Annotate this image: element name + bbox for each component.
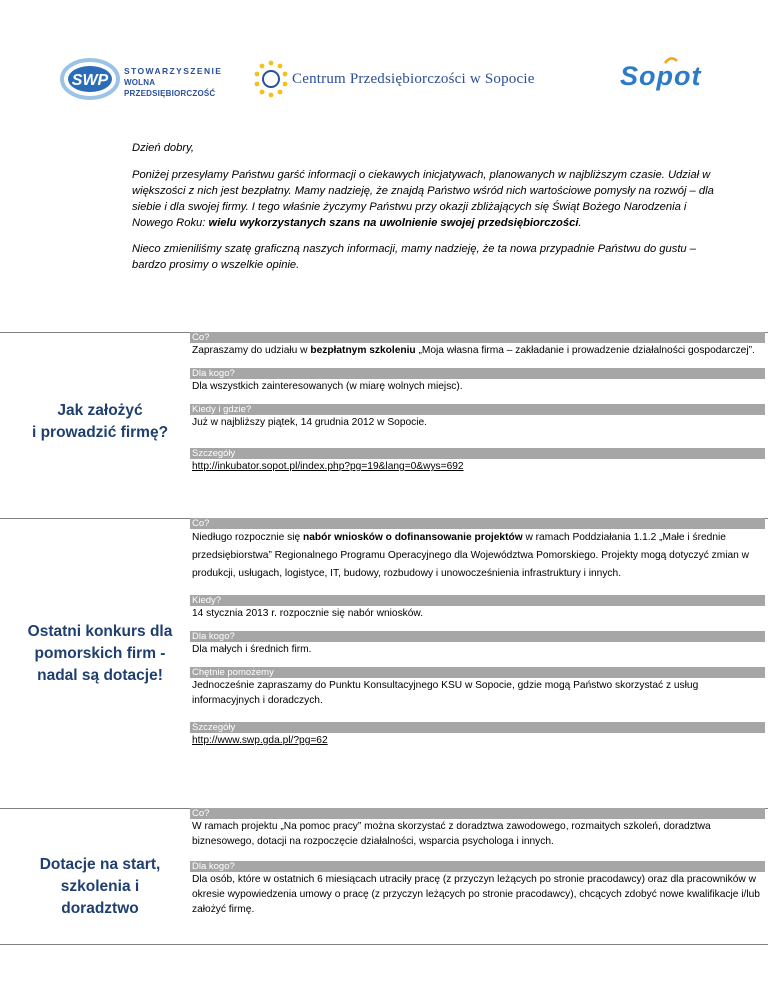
section-divider-bottom bbox=[0, 944, 768, 945]
text-pomozemy: Jednocześnie zapraszamy do Punktu Konsultacyjnego KSU w Sopocie, gdzie mogą Państwo skorzystać z usług informacyjnych i doradczych. bbox=[192, 680, 699, 706]
swp-logo-text bbox=[124, 66, 230, 99]
label-kiedy: Kiedy? bbox=[190, 595, 765, 606]
text-dla-kogo: Dla małych i średnich firm. bbox=[192, 644, 312, 655]
label-co: Co? bbox=[190, 518, 765, 529]
text-co: Zapraszamy do udziału w bezpłatnym szkoleniu „Moja własna firma – zakładanie i prowadzenie działalności gospodarczej”. bbox=[192, 345, 755, 356]
block-dla-kogo bbox=[190, 631, 765, 657]
sopot-logo bbox=[620, 55, 700, 105]
block-co bbox=[190, 518, 765, 583]
block-co bbox=[190, 332, 765, 358]
label-dla-kogo: Dla kogo? bbox=[190, 631, 765, 642]
label-co: Co? bbox=[190, 808, 765, 819]
block-szczegoly bbox=[190, 722, 765, 748]
section-title: Jak założyć i prowadzić firmę? bbox=[31, 402, 169, 441]
sopot-wave-icon bbox=[664, 55, 678, 65]
text-dla-kogo: Dla wszystkich zainteresowanych (w miarę wolnych miejsc). bbox=[192, 381, 463, 392]
section-title: Ostatni konkurs dla pomorskich firm - nadal są dotacje! bbox=[27, 623, 173, 684]
section-jak-zalozyc bbox=[0, 332, 768, 518]
block-pomozemy bbox=[190, 667, 765, 708]
label-co: Co? bbox=[190, 332, 765, 343]
label-szczegoly: Szczegóły bbox=[190, 448, 765, 459]
label-kiedy: Kiedy i gdzie? bbox=[190, 404, 765, 415]
swp-badge-graphic bbox=[60, 57, 124, 101]
swp-badge-text: SWP bbox=[71, 72, 109, 89]
section-content bbox=[190, 518, 765, 748]
block-szczegoly bbox=[190, 448, 765, 474]
intro-paragraph-1: Poniżej przesyłamy Państwu garść informacji o ciekawych inicjatywach, planowanych w najbliższym czasie. Udział w większości z nich jest bezpłatny. Mamy nadzieję, że znajdą Państwo wśród nich wartościowe pomysły na rozwój – dla siebie i dla swojej firmy. I tego właśnie życzymy Państwu przy okazji zbliżających się Świąt Bożego Narodzenia i Nowego Roku: wielu wykorzystanych szans na uwolnienie swojej przedsiębiorczości. bbox=[132, 169, 714, 229]
section-title: Dotacje na start, szkolenia i doradztwo bbox=[39, 856, 161, 917]
details-link[interactable]: http://www.swp.gda.pl/?pg=62 bbox=[192, 735, 328, 746]
label-szczegoly: Szczegóły bbox=[190, 722, 765, 733]
text-co: Niedługo rozpocznie się nabór wniosków o dofinansowanie projektów w ramach Poddziałania 1.1.2 „Małe i średnie przedsiębiorstwa” Regionalnego Programu Operacyjnego dla Województwa Pomorskiego. Projekty mogą dotyczyć zmian w produkcji, usługach, logistyce, IT, budowy, rozbudowy i unowocześnienia infrastruktury i innych. bbox=[192, 532, 749, 579]
section-content bbox=[190, 808, 765, 917]
text-dla-kogo: Dla osób, które w ostatnich 6 miesiącach utraciły pracę (z przyczyn leżących po stronie pracodawcy) oraz dla pracowników w okresie wypowiedzenia umowy o pracę (z przyczyn leżących po stronie pracodawcy), chcących zdobyć nowe kwalifikacje i/lub założyć firmę. bbox=[192, 874, 760, 915]
text-kiedy: 14 stycznia 2013 r. rozpocznie się nabór wniosków. bbox=[192, 608, 424, 619]
section-dotacje-na-start bbox=[0, 808, 768, 958]
section-content bbox=[190, 332, 765, 474]
label-dla-kogo: Dla kogo? bbox=[190, 861, 765, 872]
swp-line2: WOLNA PRZEDSIĘBIORCZOŚĆ bbox=[124, 78, 216, 98]
block-co bbox=[190, 808, 765, 849]
cps-logo bbox=[252, 59, 572, 99]
header-logos bbox=[0, 55, 768, 115]
greeting: Dzień dobry, bbox=[132, 142, 194, 154]
swp-line1: STOWARZYSZENIE bbox=[124, 66, 223, 76]
block-kiedy bbox=[190, 595, 765, 621]
sun-stars-icon bbox=[252, 59, 290, 99]
intro-paragraph-2: Nieco zmieniliśmy szatę graficzną naszych informacji, mamy nadzieję, że ta nowa przypadnie Państwu do gustu – bardzo prosimy o wszelkie opinie. bbox=[132, 243, 696, 271]
details-link[interactable]: http://inkubator.sopot.pl/index.php?pg=19&lang=0&wys=692 bbox=[192, 461, 464, 472]
text-kiedy: Już w najbliższy piątek, 14 grudnia 2012 w Sopocie. bbox=[192, 417, 428, 428]
block-dla-kogo bbox=[190, 861, 765, 917]
intro-highlight: wielu wykorzystanych szans na uwolnienie swojej przedsiębiorczości bbox=[208, 217, 579, 229]
cps-logo-text: Centrum Przedsiębiorczości w Sopocie bbox=[292, 71, 535, 87]
block-dla-kogo bbox=[190, 368, 765, 394]
block-kiedy bbox=[190, 404, 765, 430]
swp-logo bbox=[60, 57, 230, 101]
section-ostatni-konkurs bbox=[0, 518, 768, 808]
label-pomozemy: Chętnie pomożemy bbox=[190, 667, 765, 678]
intro-text bbox=[132, 140, 727, 283]
text-co: W ramach projektu „Na pomoc pracy” można skorzystać z doradztwa zawodowego, rozmaitych szkoleń, doradztwa biznesowego, dotacji na rozpoczęcie działalności, wsparcia psychologa i innych. bbox=[192, 821, 711, 847]
label-dla-kogo: Dla kogo? bbox=[190, 368, 765, 379]
sopot-logo-text: Sopot bbox=[620, 61, 702, 91]
